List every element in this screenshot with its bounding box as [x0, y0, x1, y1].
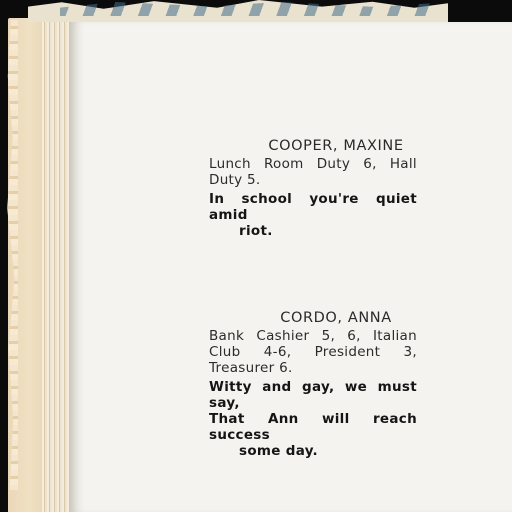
motto-line: In school you're quiet amid — [209, 191, 417, 223]
motto-line: That Ann will reach success — [209, 411, 417, 443]
page-gutter-shadow — [70, 22, 84, 512]
student-motto — [209, 379, 417, 459]
motto-line: some day. — [239, 443, 318, 459]
motto-line: Witty and gay, we must say, — [209, 379, 417, 411]
student-name: CORDO, ANNA — [280, 310, 392, 326]
student-entry — [209, 138, 417, 239]
student-activities: Lunch Room Duty 6, Hall Duty 5. — [209, 156, 417, 188]
page-stack-edge — [42, 14, 72, 512]
motto-line: riot. — [239, 223, 273, 239]
student-motto — [209, 191, 417, 239]
student-entry — [209, 310, 417, 459]
student-activities: Bank Cashier 5, 6, Italian Club 4-6, President 3, Treasurer 6. — [209, 328, 417, 376]
student-name: COOPER, MAXINE — [268, 138, 404, 154]
